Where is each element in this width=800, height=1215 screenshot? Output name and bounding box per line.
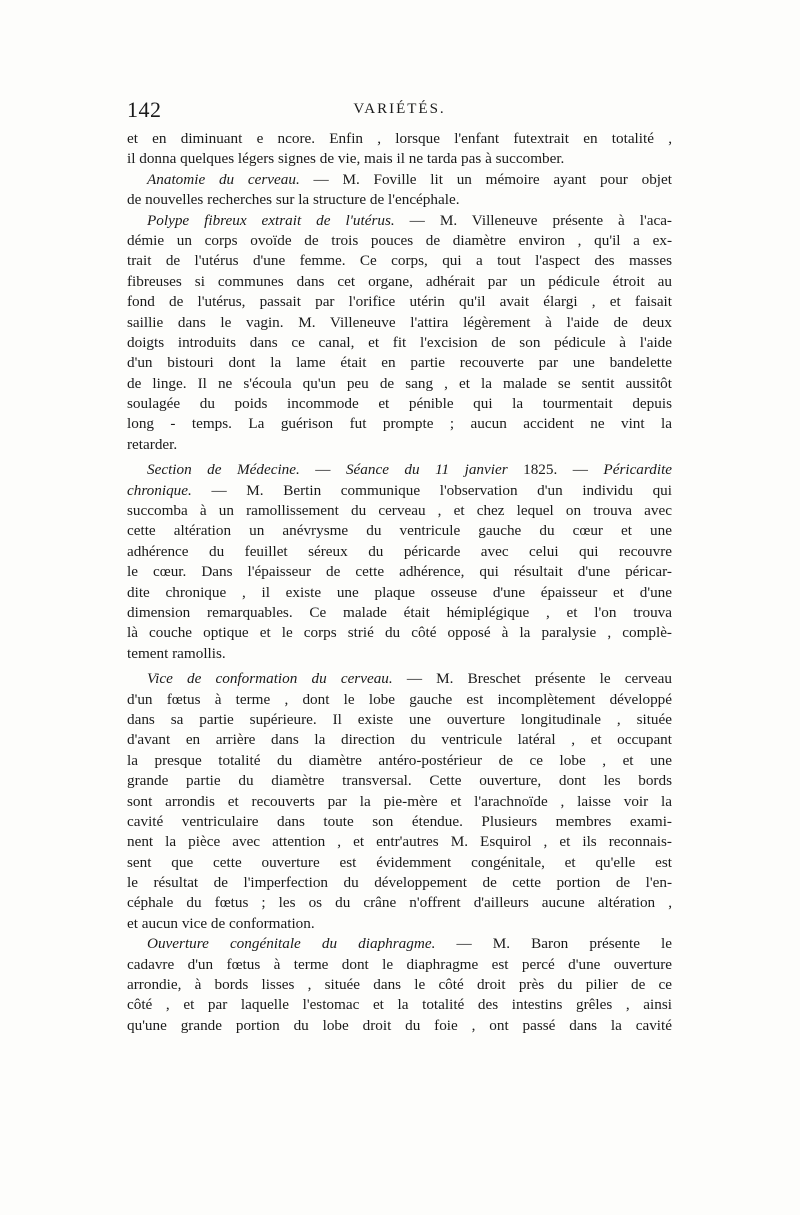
text-line: doigts introduits dans ce canal, et fit l'excision de son pédicule à l'aide [127,333,672,351]
text-line: dimension remarquables. Ce malade était hémiplégique , et l'on trouva [127,603,672,621]
text-line: succomba à un ramollissement du cerveau , et chez lequel on trouva avec [127,502,672,520]
text-line: sont arrondis et recouverts par la pie-mère et l'arachnoïde , laisse voir la [127,792,672,810]
text-line: sent que cette ouverture est évidemment congénitale, et qu'elle est [127,853,672,871]
polype-paragraph-start: Polype fibreux extrait de l'utérus. — M. Villeneuve présente à l'aca- [147,211,672,229]
text-line: qu'une grande portion du lobe droit du foie , ont passé dans la cavité [127,1016,672,1034]
text-line: fond de l'utérus, passait par l'orifice utérin qu'il avait élargi , et faisait [127,293,672,311]
text-line: trait de l'utérus d'une femme. Ce corps, qui a tout l'aspect des masses [127,252,672,270]
text-line: de linge. Il ne s'écoula qu'un peu de sang , et la malade se sentit aussitôt [127,374,672,392]
seance-date: Séance du 11 janvier [345,461,508,479]
text-line: côté , et par laquelle l'estomac et la totalité des intestins grêles , ainsi [127,996,672,1014]
text-line: et en diminuant e ncore. Enfin , lorsque l'enfant futextrait en totalité , [127,130,672,147]
text-line: dite chronique , il existe une plaque osseuse d'une épaisseur et d'une [127,583,672,601]
section-heading-medecine: Section de Médecine. [147,461,300,479]
section-medecine-heading: Section de Médecine. — Séance du 11 janvier 1825. — Péricardite [147,461,672,479]
text-line: cette altération un anévrysme du ventricule gauche du cœur et une [127,522,672,540]
ouverture-paragraph-start: Ouverture congénitale du diaphragme. — M. Baron présente le [147,935,672,953]
text-line: il donna quelques légers signes de vie, mais il ne tarda pas à succomber. [127,150,565,168]
text-line: long - temps. La guérison fut prompte ; aucun accident ne vint la [127,415,672,433]
text-line: d'avant en arrière dans la direction du ventricule latéral , et occupant [127,731,672,749]
text-line: tement ramollis. [127,644,226,662]
page-header [127,97,672,127]
text-line: démie un corps ovoïde de trois pouces de diamètre environ , qu'il a ex- [127,231,672,249]
text-line: de nouvelles recherches sur la structure de l'encéphale. [127,191,460,209]
section-heading-chronique: chronique. [127,481,192,499]
pericardite-paragraph-start: chronique. — M. Bertin communique l'observation d'un individu qui [127,481,672,499]
text-line: la presque totalité du diamètre antéro-postérieur de ce lobe , et une [127,751,672,769]
text-line: dans sa partie supérieure. Il existe une ouverture longitudinale , située [127,710,672,728]
text-line: nent la pièce avec attention , et entr'autres M. Esquirol , et ils reconnais- [127,833,672,851]
text-line: grande partie du diamètre transversal. Cette ouverture, dont les bords [127,772,672,790]
text-line: retarder. [127,435,178,453]
text-line: d'un fœtus à terme , dont le lobe gauche est incomplètement développé [127,690,672,708]
text-line: d'un bistouri dont la lame était en partie recouverte par une bandelette [127,354,672,372]
text-line: saillie dans le vagin. M. Villeneuve l'attira légèrement à l'aide de deux [127,313,672,331]
page-number: 142 [127,97,162,122]
section-heading-vice: Vice de conformation du cerveau. [147,670,393,688]
seance-year: 1825. [507,461,558,479]
text-line: cadavre d'un fœtus à terme dont le diaphragme est percé d'une ouverture [127,955,672,973]
vice-paragraph-start: Vice de conformation du cerveau. — M. Breschet présente le cerveau [147,670,672,688]
text-line: le résultat de l'imperfection du développement de cette portion de l'en- [127,874,672,892]
section-heading-ouverture: Ouverture congénitale du diaphragme. [147,935,436,953]
text-line: céphale du fœtus ; les os du crâne n'offrent d'ailleurs aucune altération , [127,894,672,912]
text-line: cavité ventriculaire dans toute son étendue. Plusieurs membres exami- [127,812,672,830]
text-line: le cœur. Dans l'épaisseur de cette adhérence, qui résultait d'une péricar- [127,563,672,581]
text-line: adhérence du feuillet séreux du péricarde avec celui qui recouvre [127,542,672,560]
section-heading-pericardite: Péricardite [603,461,672,479]
section-heading-polype: Polype fibreux extrait de l'utérus. [147,211,395,229]
section-heading-anatomie: Anatomie du cerveau. [147,170,300,188]
page-body [127,129,672,1036]
text-line: fibreuses si communes dans cet organe, adhérait par un pédicule étroit au [127,272,672,290]
running-title: VARIÉTÉS. [353,101,446,117]
anatomie-paragraph-start: Anatomie du cerveau. — M. Foville lit un mémoire ayant pour objet [147,170,672,188]
text-line: là couche optique et le corps strié du côté opposé à la paralysie , complè- [127,624,672,642]
text-line: et aucun vice de conformation. [127,914,315,932]
text-line: arrondie, à bords lisses , située dans le côté droit près du pilier de ce [127,976,672,994]
text-line: soulagée du poids incommode et pénible qui la tourmentait depuis [127,395,672,413]
